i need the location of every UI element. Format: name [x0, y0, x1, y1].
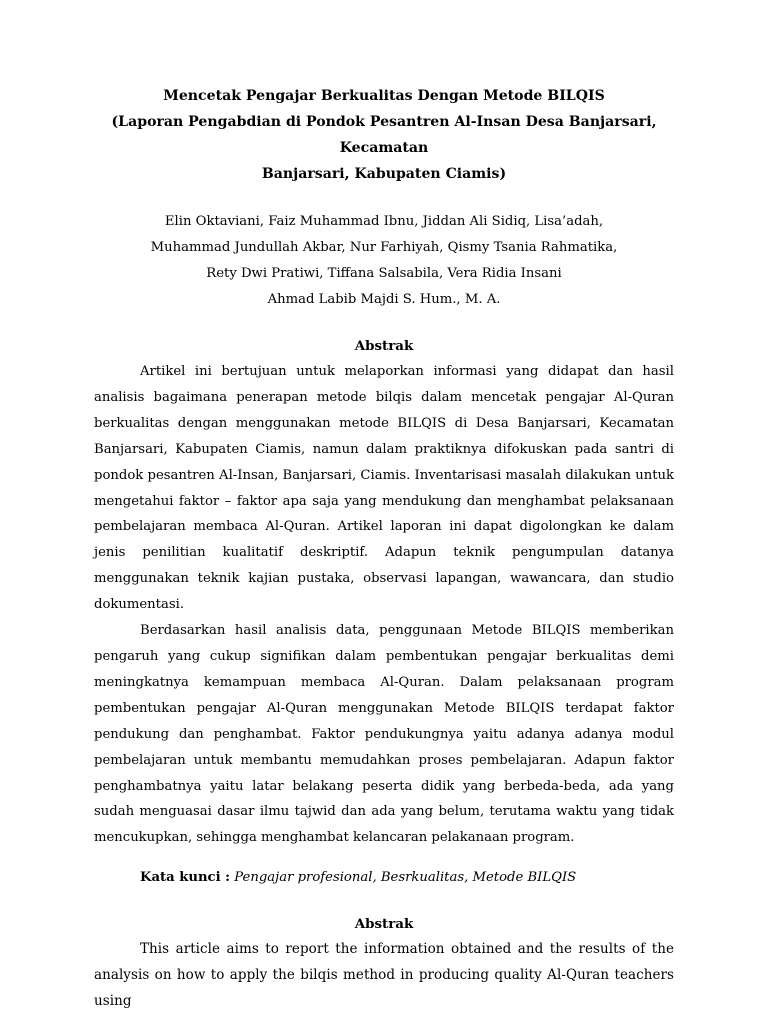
title-line-2: (Laporan Pengabdian di Pondok Pesantren Al-Insan Desa Banjarsari, Kecamatan — [111, 114, 657, 156]
author-list — [94, 209, 674, 313]
abstract-english-paragraph-1: This article aims to report the information obtained and the results of the analysis on how to apply the bilqis method in producing quality Al-Quran teachers using — [94, 941, 674, 1010]
abstract-paragraph-2: Berdasarkan hasil analisis data, penggunaan Metode BILQIS memberikan pengaruh yang cukup signifikan dalam pembentukan pengajar berkualitas demi meningkatnya kemampuan membaca Al-Quran. Dalam pelaksanaan program pembentukan pengajar Al-Quran menggunakan Metode BILQIS terdapat faktor pendukung dan penghambat. Faktor pendukungnya yaitu adanya adanya modul pembelajaran untuk membantu memudahkan proses pembelajaran. Adapun faktor penghambatnya yaitu latar belakang peserta didik yang berbeda-beda, ada yang sudah menguasai dasar ilmu tajwid dan ada yang belum, terutama waktu yang tidak mencukupkan, sehingga menghambat kelancaran pelakanaan program. — [94, 623, 674, 846]
abstract-paragraph-1: Artikel ini bertujuan untuk melaporkan informasi yang didapat dan hasil analisis bagaimana penerapan metode bilqis dalam mencetak pengajar Al-Quran berkualitas dengan menggunakan metode BILQIS di Desa Banjarsari, Kecamatan Banjarsari, Kabupaten Ciamis, namun dalam praktiknya difokuskan pada santri di pondok pesantren Al-Insan, Banjarsari, Ciamis. Inventarisasi masalah dilakukan untuk mengetahui faktor – faktor apa saja yang mendukung dan menghambat pelaksanaan pembelajaran membaca Al-Quran. Artikel laporan ini dapat digolongkan ke dalam jenis penilitian kualitatif deskriptif. Adapun teknik pengumpulan datanya menggunakan teknik kajian pustaka, observasi lapangan, wawancara, dan studio dokumentasi. — [94, 364, 674, 613]
keywords — [94, 865, 674, 891]
title-line-1: Mencetak Pengajar Berkualitas Dengan Metode BILQIS — [163, 88, 605, 104]
keywords-value: Pengajar profesional, Besrkualitas, Metode BILQIS — [234, 870, 577, 886]
document-page — [94, 83, 674, 1015]
keywords-label: Kata kunci : — [140, 870, 231, 886]
abstract-heading: Abstrak — [354, 338, 414, 354]
author-line-1: Elin Oktaviani, Faiz Muhammad Ibnu, Jiddan Ali Sidiq, Lisa’adah, — [164, 214, 604, 229]
abstract-english-heading: Abstrak — [354, 916, 414, 933]
title-block — [94, 83, 674, 187]
author-line-2: Muhammad Jundullah Akbar, Nur Farhiyah, Qismy Tsania Rahmatika, — [150, 240, 618, 255]
author-line-4: Ahmad Labib Majdi S. Hum., M. A. — [267, 292, 501, 307]
title-line-3: Banjarsari, Kabupaten Ciamis) — [261, 166, 507, 182]
author-line-3: Rety Dwi Pratiwi, Tiffana Salsabila, Vera Ridia Insani — [206, 266, 562, 281]
